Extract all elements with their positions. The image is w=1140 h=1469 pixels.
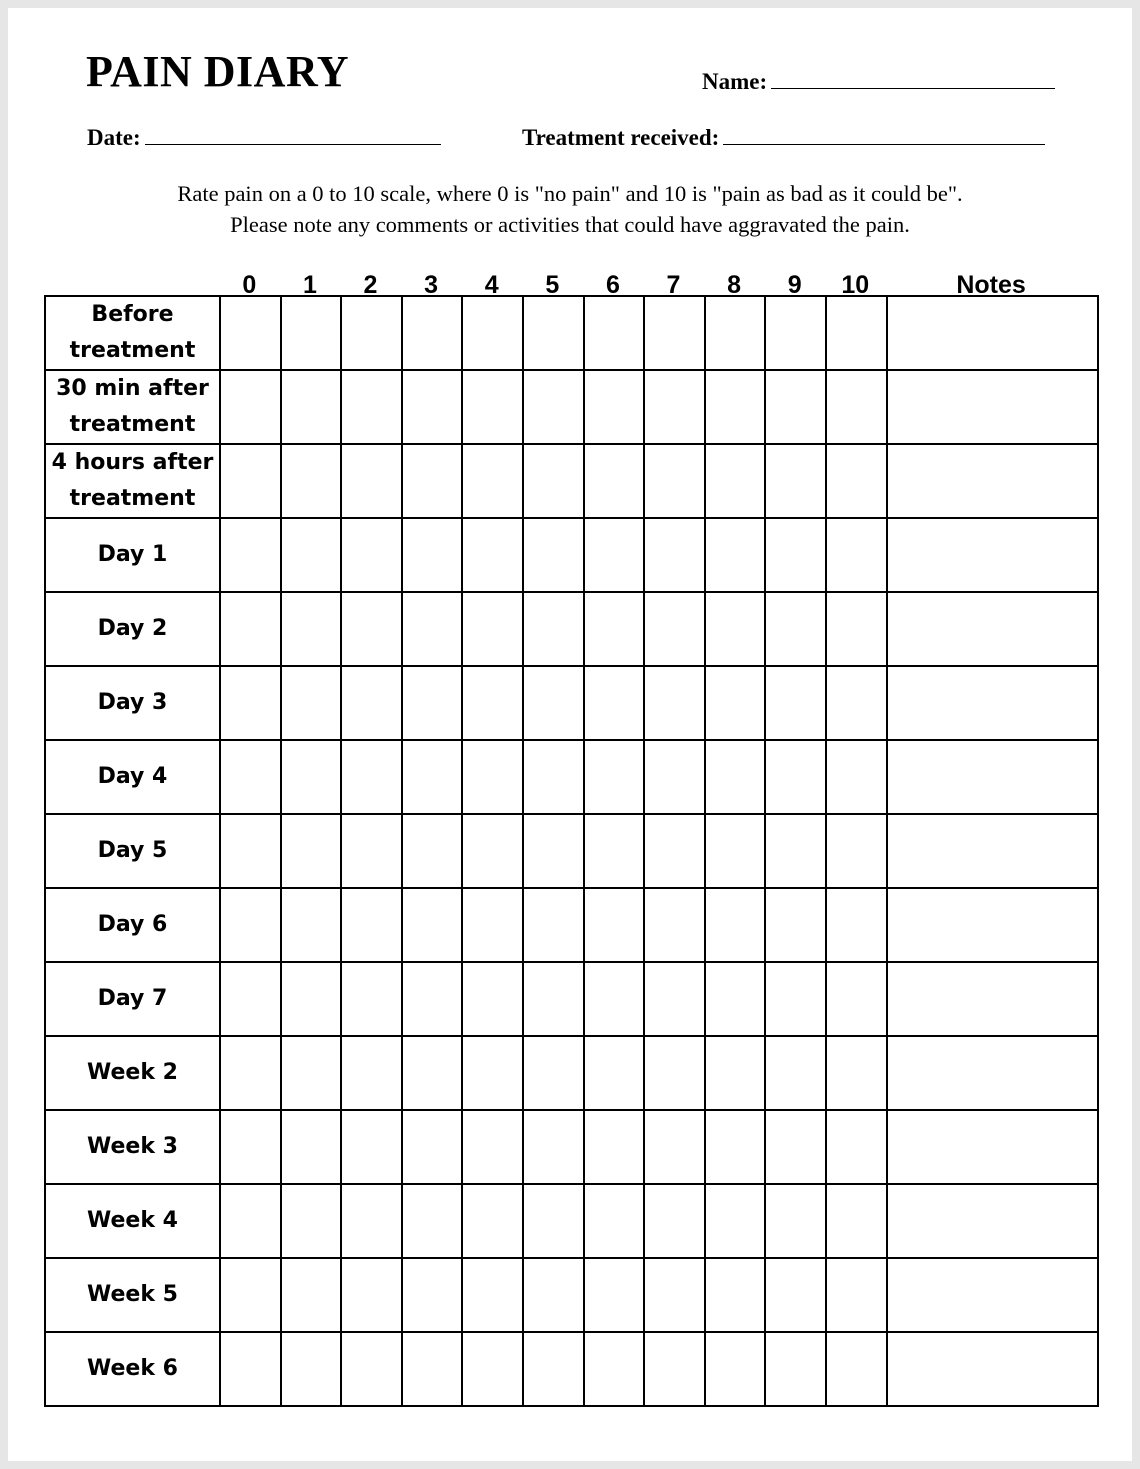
rating-cell-3[interactable] — [402, 888, 463, 962]
rating-cell-2[interactable] — [341, 444, 402, 518]
rating-cell-3[interactable] — [402, 1110, 463, 1184]
row-label: Before treatment — [45, 296, 220, 370]
rating-cell-6[interactable] — [584, 666, 645, 740]
table-row — [45, 1332, 1098, 1406]
rating-cell-9[interactable] — [765, 518, 826, 592]
rating-cell-10[interactable] — [826, 296, 887, 370]
name-field — [702, 68, 1055, 95]
rating-cell-2[interactable] — [341, 1332, 402, 1406]
rating-cell-5[interactable] — [523, 1332, 584, 1406]
notes-cell[interactable] — [887, 518, 1098, 592]
rating-cell-0[interactable] — [220, 1036, 281, 1110]
rating-cell-1[interactable] — [281, 296, 342, 370]
table-row — [45, 518, 1098, 592]
rating-cell-5[interactable] — [523, 296, 584, 370]
rating-cell-9[interactable] — [765, 444, 826, 518]
rating-cell-8[interactable] — [705, 888, 766, 962]
notes-cell[interactable] — [887, 1332, 1098, 1406]
date-label: Date: — [87, 125, 141, 150]
table-row — [45, 962, 1098, 1036]
rating-cell-6[interactable] — [584, 1184, 645, 1258]
rating-cell-5[interactable] — [523, 1036, 584, 1110]
rating-cell-2[interactable] — [341, 740, 402, 814]
rating-cell-9[interactable] — [765, 370, 826, 444]
rating-cell-10[interactable] — [826, 1184, 887, 1258]
rating-cell-9[interactable] — [765, 1184, 826, 1258]
scale-header-9: 9 — [787, 271, 802, 299]
rating-cell-2[interactable] — [341, 592, 402, 666]
rating-cell-8[interactable] — [705, 1110, 766, 1184]
rating-cell-5[interactable] — [523, 666, 584, 740]
rating-cell-8[interactable] — [705, 1036, 766, 1110]
rating-cell-1[interactable] — [281, 1184, 342, 1258]
rating-cell-8[interactable] — [705, 666, 766, 740]
notes-cell[interactable] — [887, 444, 1098, 518]
rating-cell-0[interactable] — [220, 370, 281, 444]
table-row — [45, 1184, 1098, 1258]
scale-header-4: 4 — [484, 271, 499, 299]
rating-cell-1[interactable] — [281, 1258, 342, 1332]
rating-cell-0[interactable] — [220, 888, 281, 962]
rating-cell-8[interactable] — [705, 1184, 766, 1258]
rating-cell-2[interactable] — [341, 1036, 402, 1110]
rating-cell-0[interactable] — [220, 1184, 281, 1258]
rating-cell-1[interactable] — [281, 666, 342, 740]
rating-cell-7[interactable] — [644, 518, 705, 592]
notes-header: Notes — [956, 271, 1026, 299]
rating-cell-3[interactable] — [402, 592, 463, 666]
row-label: Week 3 — [45, 1110, 220, 1184]
rating-cell-8[interactable] — [705, 444, 766, 518]
rating-cell-6[interactable] — [584, 1036, 645, 1110]
rating-cell-4[interactable] — [462, 444, 523, 518]
table-row — [45, 1036, 1098, 1110]
rating-cell-10[interactable] — [826, 814, 887, 888]
rating-cell-3[interactable] — [402, 370, 463, 444]
rating-cell-5[interactable] — [523, 370, 584, 444]
rating-cell-6[interactable] — [584, 518, 645, 592]
rating-cell-3[interactable] — [402, 518, 463, 592]
rating-cell-10[interactable] — [826, 888, 887, 962]
name-input-line[interactable] — [771, 68, 1055, 89]
rating-cell-4[interactable] — [462, 1258, 523, 1332]
rating-cell-6[interactable] — [584, 888, 645, 962]
rating-cell-6[interactable] — [584, 370, 645, 444]
rating-cell-2[interactable] — [341, 666, 402, 740]
rating-cell-5[interactable] — [523, 962, 584, 1036]
row-label: Week 5 — [45, 1258, 220, 1332]
rating-cell-0[interactable] — [220, 296, 281, 370]
rating-cell-9[interactable] — [765, 814, 826, 888]
rating-cell-4[interactable] — [462, 518, 523, 592]
date-input-line[interactable] — [145, 124, 441, 145]
notes-cell[interactable] — [887, 888, 1098, 962]
rating-cell-8[interactable] — [705, 1258, 766, 1332]
table-row — [45, 444, 1098, 518]
rating-cell-2[interactable] — [341, 888, 402, 962]
rating-cell-2[interactable] — [341, 370, 402, 444]
rating-cell-4[interactable] — [462, 740, 523, 814]
instructions-line-1: Rate pain on a 0 to 10 scale, where 0 is "no pain" and 10 is "pain as bad as it could be". — [177, 181, 963, 206]
rating-cell-3[interactable] — [402, 1036, 463, 1110]
rating-cell-0[interactable] — [220, 592, 281, 666]
rating-cell-4[interactable] — [462, 888, 523, 962]
rating-cell-10[interactable] — [826, 444, 887, 518]
rating-cell-2[interactable] — [341, 296, 402, 370]
date-field — [87, 124, 441, 151]
rating-cell-3[interactable] — [402, 1184, 463, 1258]
rating-cell-7[interactable] — [644, 1036, 705, 1110]
rating-cell-6[interactable] — [584, 740, 645, 814]
rating-cell-8[interactable] — [705, 370, 766, 444]
rating-cell-7[interactable] — [644, 592, 705, 666]
row-label: Week 4 — [45, 1184, 220, 1258]
treatment-field — [522, 124, 1045, 151]
rating-cell-0[interactable] — [220, 1110, 281, 1184]
rating-cell-9[interactable] — [765, 1332, 826, 1406]
rating-cell-1[interactable] — [281, 1110, 342, 1184]
scale-header-3: 3 — [424, 271, 439, 299]
table-row — [45, 1258, 1098, 1332]
rating-cell-1[interactable] — [281, 740, 342, 814]
rating-cell-9[interactable] — [765, 1258, 826, 1332]
notes-cell[interactable] — [887, 1110, 1098, 1184]
rating-cell-2[interactable] — [341, 1258, 402, 1332]
rating-cell-6[interactable] — [584, 1332, 645, 1406]
table-row — [45, 666, 1098, 740]
rating-cell-0[interactable] — [220, 444, 281, 518]
rating-cell-10[interactable] — [826, 1258, 887, 1332]
rating-cell-0[interactable] — [220, 518, 281, 592]
rating-cell-2[interactable] — [341, 518, 402, 592]
notes-cell[interactable] — [887, 740, 1098, 814]
rating-cell-4[interactable] — [462, 1110, 523, 1184]
row-label: Day 1 — [45, 518, 220, 592]
rating-cell-3[interactable] — [402, 666, 463, 740]
rating-cell-3[interactable] — [402, 1332, 463, 1406]
rating-cell-9[interactable] — [765, 592, 826, 666]
rating-cell-4[interactable] — [462, 1036, 523, 1110]
rating-cell-6[interactable] — [584, 592, 645, 666]
table-row — [45, 888, 1098, 962]
rating-cell-4[interactable] — [462, 1332, 523, 1406]
rating-cell-5[interactable] — [523, 1184, 584, 1258]
rating-cell-0[interactable] — [220, 740, 281, 814]
rating-cell-9[interactable] — [765, 1036, 826, 1110]
rating-cell-10[interactable] — [826, 518, 887, 592]
row-label: 30 min after treatment — [45, 370, 220, 444]
row-label: Week 6 — [45, 1332, 220, 1406]
rating-cell-7[interactable] — [644, 666, 705, 740]
row-label: Day 7 — [45, 962, 220, 1036]
treatment-label: Treatment received: — [522, 125, 720, 150]
scale-header-1: 1 — [302, 271, 317, 299]
rating-cell-5[interactable] — [523, 888, 584, 962]
notes-cell[interactable] — [887, 1258, 1098, 1332]
rating-cell-1[interactable] — [281, 1036, 342, 1110]
rating-cell-4[interactable] — [462, 814, 523, 888]
rating-cell-5[interactable] — [523, 740, 584, 814]
rating-cell-0[interactable] — [220, 814, 281, 888]
rating-cell-5[interactable] — [523, 444, 584, 518]
notes-cell[interactable] — [887, 814, 1098, 888]
rating-cell-7[interactable] — [644, 814, 705, 888]
scale-header-0: 0 — [242, 271, 257, 299]
rating-cell-8[interactable] — [705, 518, 766, 592]
rating-cell-7[interactable] — [644, 444, 705, 518]
rating-cell-1[interactable] — [281, 1332, 342, 1406]
rating-cell-8[interactable] — [705, 296, 766, 370]
rating-cell-3[interactable] — [402, 740, 463, 814]
notes-cell[interactable] — [887, 1036, 1098, 1110]
table-row — [45, 592, 1098, 666]
rating-cell-4[interactable] — [462, 370, 523, 444]
rating-cell-5[interactable] — [523, 1110, 584, 1184]
rating-cell-1[interactable] — [281, 962, 342, 1036]
rating-cell-7[interactable] — [644, 1110, 705, 1184]
rating-cell-10[interactable] — [826, 1110, 887, 1184]
treatment-input-line[interactable] — [723, 124, 1045, 145]
rating-cell-3[interactable] — [402, 814, 463, 888]
scale-header-2: 2 — [363, 271, 378, 299]
notes-cell[interactable] — [887, 296, 1098, 370]
rating-cell-0[interactable] — [220, 1332, 281, 1406]
table-row — [45, 814, 1098, 888]
rating-cell-3[interactable] — [402, 444, 463, 518]
rating-cell-0[interactable] — [220, 666, 281, 740]
rating-cell-6[interactable] — [584, 814, 645, 888]
rating-cell-0[interactable] — [220, 1258, 281, 1332]
rating-cell-7[interactable] — [644, 1184, 705, 1258]
name-label: Name: — [702, 69, 768, 94]
notes-cell[interactable] — [887, 962, 1098, 1036]
row-label: Day 6 — [45, 888, 220, 962]
instructions — [8, 178, 1132, 240]
rating-cell-2[interactable] — [341, 1184, 402, 1258]
rating-cell-6[interactable] — [584, 1110, 645, 1184]
rating-cell-10[interactable] — [826, 666, 887, 740]
rating-cell-9[interactable] — [765, 740, 826, 814]
rating-cell-4[interactable] — [462, 592, 523, 666]
rating-cell-6[interactable] — [584, 1258, 645, 1332]
rating-cell-5[interactable] — [523, 518, 584, 592]
rating-cell-3[interactable] — [402, 962, 463, 1036]
rating-cell-8[interactable] — [705, 592, 766, 666]
rating-cell-4[interactable] — [462, 296, 523, 370]
rating-cell-7[interactable] — [644, 888, 705, 962]
rating-cell-2[interactable] — [341, 814, 402, 888]
notes-cell[interactable] — [887, 1184, 1098, 1258]
rating-cell-3[interactable] — [402, 1258, 463, 1332]
rating-cell-10[interactable] — [826, 740, 887, 814]
rating-cell-1[interactable] — [281, 814, 342, 888]
scale-header-7: 7 — [666, 271, 681, 299]
rating-cell-8[interactable] — [705, 740, 766, 814]
notes-cell[interactable] — [887, 666, 1098, 740]
rating-cell-9[interactable] — [765, 888, 826, 962]
row-label: Week 2 — [45, 1036, 220, 1110]
rating-cell-10[interactable] — [826, 592, 887, 666]
rating-cell-7[interactable] — [644, 296, 705, 370]
rating-cell-7[interactable] — [644, 1332, 705, 1406]
rating-cell-10[interactable] — [826, 1332, 887, 1406]
row-label: Day 3 — [45, 666, 220, 740]
rating-cell-1[interactable] — [281, 518, 342, 592]
rating-cell-3[interactable] — [402, 296, 463, 370]
notes-cell[interactable] — [887, 370, 1098, 444]
page-title: PAIN DIARY — [86, 47, 349, 96]
table-row — [45, 740, 1098, 814]
notes-cell[interactable] — [887, 592, 1098, 666]
rating-cell-8[interactable] — [705, 814, 766, 888]
rating-cell-4[interactable] — [462, 1184, 523, 1258]
row-label: Day 2 — [45, 592, 220, 666]
row-label: 4 hours after treatment — [45, 444, 220, 518]
rating-cell-1[interactable] — [281, 888, 342, 962]
rating-cell-9[interactable] — [765, 666, 826, 740]
pain-rating-table — [44, 295, 1099, 1407]
rating-cell-8[interactable] — [705, 1332, 766, 1406]
rating-cell-1[interactable] — [281, 444, 342, 518]
rating-cell-9[interactable] — [765, 296, 826, 370]
rating-cell-5[interactable] — [523, 1258, 584, 1332]
rating-cell-10[interactable] — [826, 962, 887, 1036]
rating-cell-4[interactable] — [462, 962, 523, 1036]
pain-diary-page — [8, 8, 1132, 1461]
rating-cell-7[interactable] — [644, 962, 705, 1036]
rating-cell-9[interactable] — [765, 962, 826, 1036]
rating-cell-6[interactable] — [584, 296, 645, 370]
rating-cell-6[interactable] — [584, 444, 645, 518]
table-row — [45, 1110, 1098, 1184]
rating-cell-10[interactable] — [826, 1036, 887, 1110]
table-row — [45, 296, 1098, 370]
rating-cell-4[interactable] — [462, 666, 523, 740]
rating-cell-7[interactable] — [644, 370, 705, 444]
scale-header-6: 6 — [605, 271, 620, 299]
rating-cell-7[interactable] — [644, 740, 705, 814]
rating-cell-2[interactable] — [341, 962, 402, 1036]
rating-cell-9[interactable] — [765, 1110, 826, 1184]
rating-cell-5[interactable] — [523, 814, 584, 888]
rating-cell-0[interactable] — [220, 962, 281, 1036]
scale-header-10: 10 — [841, 271, 870, 299]
row-label: Day 4 — [45, 740, 220, 814]
scale-header-5: 5 — [545, 271, 560, 299]
rating-cell-10[interactable] — [826, 370, 887, 444]
table-row — [45, 370, 1098, 444]
rating-cell-1[interactable] — [281, 592, 342, 666]
rating-cell-2[interactable] — [341, 1110, 402, 1184]
rating-cell-7[interactable] — [644, 1258, 705, 1332]
rating-cell-1[interactable] — [281, 370, 342, 444]
rating-cell-5[interactable] — [523, 592, 584, 666]
rating-cell-8[interactable] — [705, 962, 766, 1036]
scale-header-8: 8 — [727, 271, 742, 299]
rating-cell-6[interactable] — [584, 962, 645, 1036]
instructions-line-2: Please note any comments or activities that could have aggravated the pain. — [230, 212, 910, 237]
row-label: Day 5 — [45, 814, 220, 888]
